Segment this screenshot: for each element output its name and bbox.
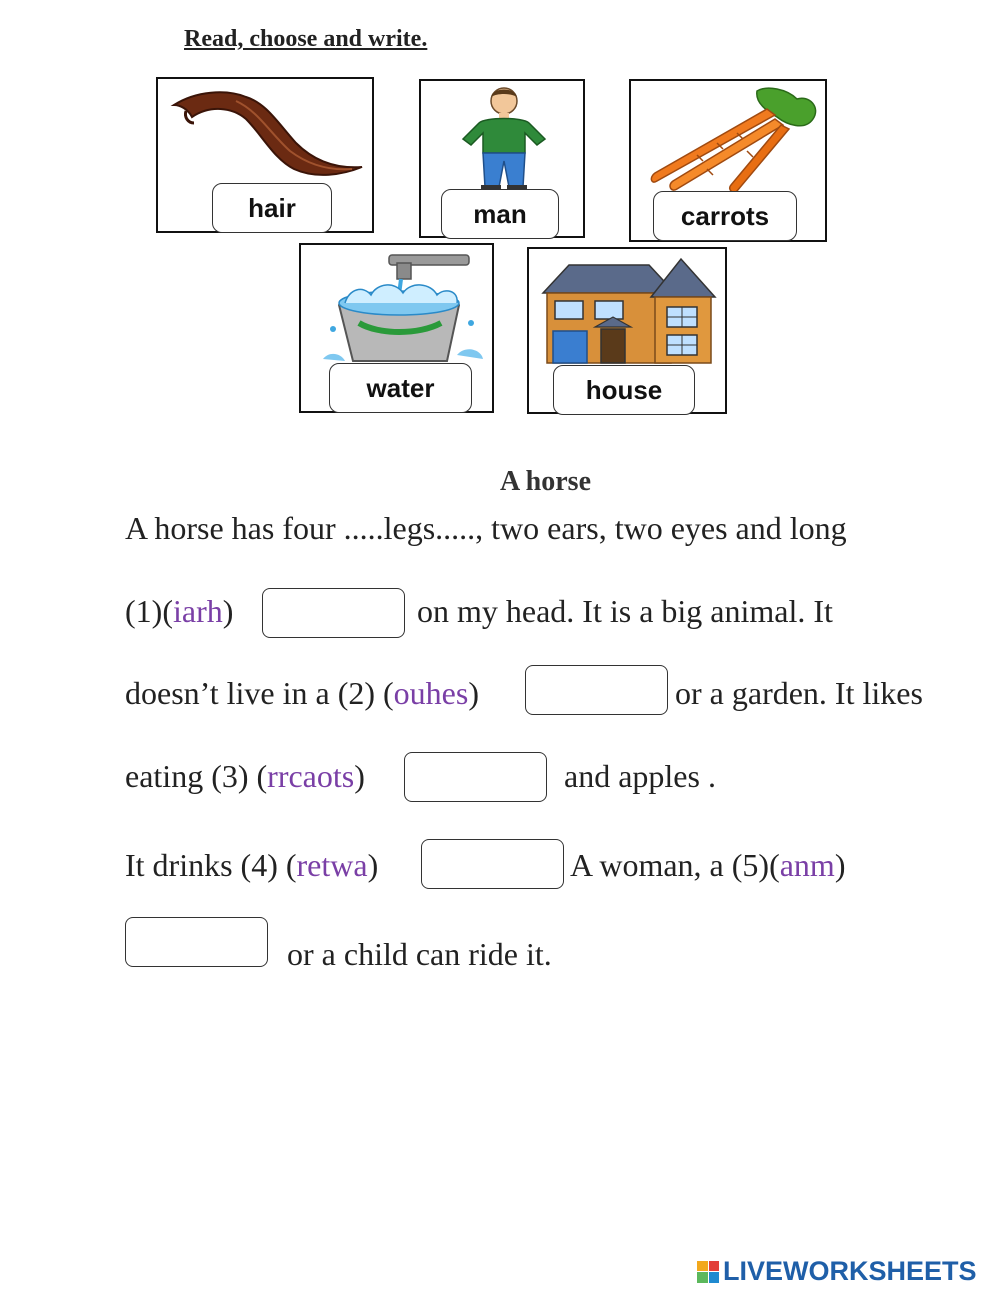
answer-box-5[interactable] <box>125 917 268 967</box>
q3-prefix: eating (3) ( <box>125 758 268 794</box>
card-house <box>527 247 727 414</box>
word-label-house: house <box>553 365 695 415</box>
man-icon <box>449 83 559 191</box>
word-label-man: man <box>441 189 559 239</box>
instruction-heading: Read, choose and write. <box>184 26 428 52</box>
q2-suffix: ) <box>468 675 479 711</box>
liveworksheets-brand-text: LIVEWORKSHEETS <box>723 1256 977 1286</box>
story-line-5b <box>570 847 845 884</box>
carrots-icon <box>637 85 823 195</box>
card-hair <box>156 77 374 233</box>
q3-scramble: rrcaots <box>267 758 355 794</box>
q1-prefix: (1)( <box>125 593 173 629</box>
story-line-4 <box>125 758 365 795</box>
story-line-5 <box>125 847 378 884</box>
answer-box-2[interactable] <box>525 665 668 715</box>
q3-suffix: ) <box>354 758 365 794</box>
q5-scramble: anm <box>779 847 835 883</box>
answer-box-1[interactable] <box>262 588 405 638</box>
q1-suffix: ) <box>222 593 234 629</box>
card-water <box>299 243 494 413</box>
answer-box-3[interactable] <box>404 752 547 802</box>
word-label-carrots: carrots <box>653 191 797 241</box>
liveworksheets-logo[interactable] <box>697 1256 977 1287</box>
hair-icon <box>166 83 366 183</box>
q1-after: on my head. It is a big animal. It <box>417 593 833 629</box>
word-label-water: water <box>329 363 472 413</box>
q2-prefix: doesn’t live in a (2) ( <box>125 675 394 711</box>
q5-suffix: ) <box>834 847 846 883</box>
water-bucket-icon <box>319 249 489 369</box>
q3-after: and apples . <box>564 758 716 794</box>
q2-after: or a garden. It likes <box>675 675 923 711</box>
liveworksheets-logo-icon <box>697 1261 719 1283</box>
story-line-2 <box>125 593 233 630</box>
story-line-1: A horse has four .....legs....., two ears, two eyes and long <box>125 510 847 546</box>
answer-box-4[interactable] <box>421 839 564 889</box>
q1-scramble: iarh <box>172 593 223 629</box>
house-icon <box>539 253 719 365</box>
q2-scramble: ouhes <box>393 675 469 711</box>
story-line-3 <box>125 675 479 712</box>
card-carrots <box>629 79 827 242</box>
story-title: A horse <box>500 466 591 497</box>
q4-suffix: ) <box>367 847 379 883</box>
q5-prefix: A woman, a (5)( <box>570 847 780 883</box>
q5-after: or a child can ride it. <box>287 936 552 972</box>
q4-scramble: retwa <box>296 847 368 883</box>
card-man <box>419 79 585 238</box>
word-label-hair: hair <box>212 183 332 233</box>
q4-prefix: It drinks (4) ( <box>125 847 297 883</box>
